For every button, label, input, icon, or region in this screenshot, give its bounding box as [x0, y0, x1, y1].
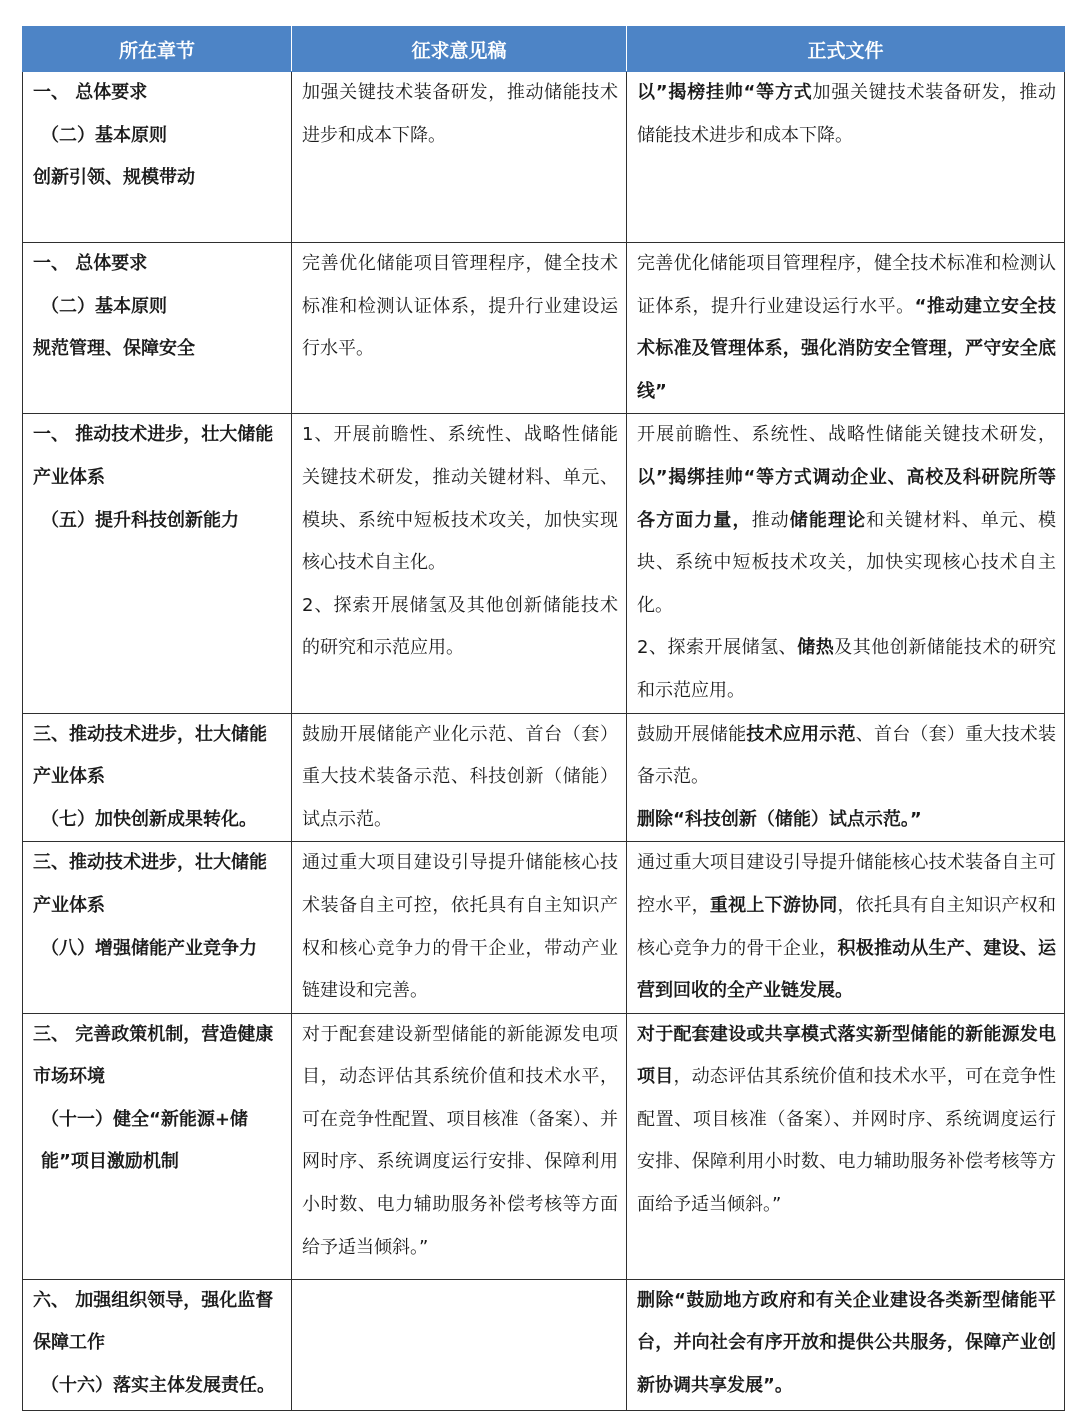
- final-text: 推动: [751, 509, 790, 531]
- final-cell: [627, 713, 1065, 842]
- section-line: 三、推动技术进步，壮大储能产业体系: [33, 723, 267, 788]
- section-cell: [23, 1279, 292, 1410]
- final-text: 完善优化储能项目管理程序，健全技术标准和检测认证体系，提升行业建设运行水平。: [637, 253, 1056, 317]
- section-line: 规范管理、保障安全: [33, 338, 195, 360]
- table-row: [23, 1013, 1065, 1279]
- draft-text: 对于配套建设新型储能的新能源发电项目，动态评估其系统价值和技术水平，可在竞争性配置、项目核准（备案）、并网时序、系统调度运行安排、保障利用小时数、电力辅助服务补偿考核等方面给予适当倾斜。”: [302, 1023, 618, 1258]
- final-text: 鼓励开展储能: [637, 723, 747, 745]
- comparison-table: [22, 26, 1065, 1411]
- final-text-bold: 删除“鼓励地方政府和有关企业建设各类新型储能平台，并向社会有序开放和提供公共服务，保障产业创新协调共享发展”。: [637, 1289, 1056, 1396]
- draft-cell: [292, 713, 627, 842]
- table-row: [23, 243, 1065, 414]
- final-text-bold: 以”揭绑挂帅“等方式调动企业、高校及科研院所等各方面力量，: [637, 466, 1056, 531]
- final-text-bold: 积极推动从生产、建设、运营到回收的全产业链发展。: [637, 937, 1056, 1002]
- final-text: 通过重大项目建设引导提升储能核心技术装备自主可控水平，: [637, 852, 1056, 916]
- section-line: （八）增强储能产业竞争力: [41, 937, 257, 959]
- draft-cell: [292, 1279, 627, 1410]
- final-text-bold: 删除“科技创新（储能）试点示范。”: [637, 808, 922, 830]
- table-row: [23, 414, 1065, 713]
- section-line: （十六）落实主体发展责任。: [41, 1374, 275, 1396]
- draft-cell: [292, 1013, 627, 1279]
- final-text: 及其他创新储能技术的研究和示范应用。: [637, 637, 1057, 701]
- final-text: 、首台（套）重大技术装备示范。: [637, 723, 1057, 788]
- final-cell: [627, 414, 1065, 713]
- section-cell: [23, 243, 292, 414]
- final-text: 和关键材料、单元、模块、系统中短板技术攻关，加快实现核心技术自主化。: [637, 509, 1057, 616]
- final-text-bold: 重视上下游协同: [709, 894, 838, 916]
- section-line: 创新引领、规模带动: [33, 167, 195, 189]
- final-cell: [627, 1013, 1065, 1279]
- final-text: 加强关键技术装备研发，推动储能技术进步和成本下降。: [637, 82, 1056, 146]
- section-cell: [23, 1013, 292, 1279]
- final-text-bold: 储能理论: [789, 509, 867, 531]
- draft-cell: [292, 414, 627, 713]
- table-row: [23, 1279, 1065, 1410]
- final-cell: [627, 243, 1065, 414]
- header-row: [23, 27, 1065, 72]
- draft-cell: [292, 243, 627, 414]
- section-cell: [23, 72, 292, 243]
- final-cell: [627, 1279, 1065, 1410]
- section-cell: [23, 414, 292, 713]
- section-line: （五）提升科技创新能力: [41, 509, 239, 531]
- header-draft: 征求意见稿: [292, 27, 627, 72]
- final-text-bold: 对于配套建设或共享模式落实新型储能的新能源发电项目: [637, 1023, 1056, 1088]
- header-section: 所在章节: [23, 27, 292, 72]
- draft-text: 加强关键技术装备研发，推动储能技术进步和成本下降。: [302, 82, 618, 146]
- final-cell: [627, 72, 1065, 243]
- section-cell: [23, 713, 292, 842]
- final-text-bold: “推动建立安全技术标准及管理体系，强化消防安全管理，严守安全底线”: [637, 295, 1056, 402]
- table-row: [23, 72, 1065, 243]
- final-text-bold: 以”揭榜挂帅“等方式: [637, 82, 813, 103]
- section-line: 六、 加强组织领导，强化监督保障工作: [33, 1289, 274, 1354]
- section-line: 三、推动技术进步，壮大储能产业体系: [33, 852, 267, 916]
- section-line: （十一）健全“新能源+储能”项目激励机制: [41, 1108, 248, 1173]
- final-text: ，依托具有自主知识产权和核心竞争力的骨干企业，: [637, 894, 1057, 959]
- section-line: 一、 推动技术进步，壮大储能产业体系: [33, 424, 274, 488]
- section-line: （二）基本原则: [41, 295, 167, 317]
- section-line: （二）基本原则: [41, 124, 167, 146]
- section-line: （七）加快创新成果转化。: [41, 808, 257, 830]
- final-text: ，动态评估其系统价值和技术水平，可在竞争性配置、项目核准（备案）、并网时序、系统调度运行安排、保障利用小时数、电力辅助服务补偿考核等方面给予适当倾斜。”: [637, 1066, 1057, 1216]
- section-cell: [23, 842, 292, 1013]
- section-line: 三、 完善政策机制，营造健康市场环境: [33, 1023, 274, 1088]
- draft-cell: [292, 72, 627, 243]
- draft-text: 通过重大项目建设引导提升储能核心技术装备自主可控，依托具有自主知识产权和核心竞争力的骨干企业，带动产业链建设和完善。: [302, 852, 618, 1002]
- header-final: 正式文件: [627, 27, 1065, 72]
- table-row: [23, 842, 1065, 1013]
- draft-cell: [292, 842, 627, 1013]
- draft-text: 1、开展前瞻性、系统性、战略性储能关键技术研发，推动关键材料、单元、模块、系统中短板技术攻关，加快实现核心技术自主化。: [302, 424, 618, 574]
- final-text-bold: 储热: [797, 637, 835, 659]
- final-cell: [627, 842, 1065, 1013]
- final-text: 2、探索开展储氢、: [637, 637, 798, 659]
- draft-text: 2、探索开展储氢及其他创新储能技术的研究和示范应用。: [302, 594, 618, 659]
- section-line: 一、 总体要求: [33, 253, 148, 274]
- final-text: 开展前瞻性、系统性、战略性储能关键技术研发，: [637, 424, 1056, 446]
- final-text-bold: 技术应用示范: [746, 723, 856, 745]
- section-line: 一、 总体要求: [33, 82, 148, 103]
- draft-text: 鼓励开展储能产业化示范、首台（套）重大技术装备示范、科技创新（储能）试点示范。: [302, 723, 618, 830]
- draft-text: 完善优化储能项目管理程序，健全技术标准和检测认证体系，提升行业建设运行水平。: [302, 253, 618, 360]
- table-row: [23, 713, 1065, 842]
